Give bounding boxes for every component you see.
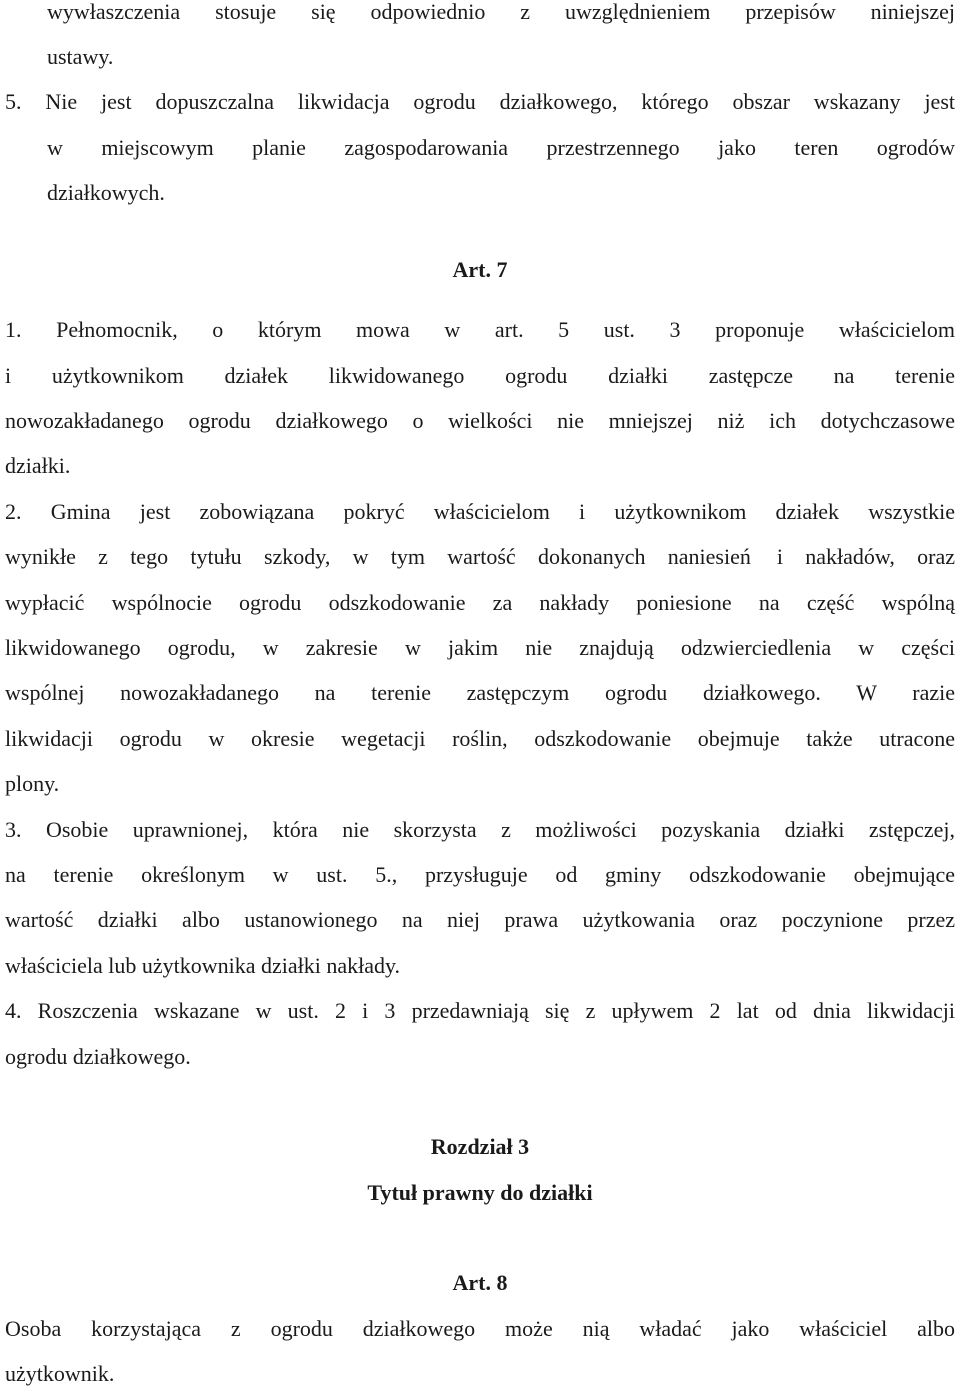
text-line: i użytkownikom działek likwidowanego ogrodu działki zastępcze na terenie: [5, 363, 955, 388]
text-line: ogrodu działkowego.: [5, 1044, 191, 1069]
text-line: ustawy.: [47, 44, 114, 69]
text-line: wspólnej nowozakładanego na terenie zastępczym ogrodu działkowego. W razie: [5, 680, 955, 705]
chapter-heading: Rozdział 3: [430, 1134, 530, 1159]
text-segment: wynikłe z tego tytułu szkody, w tym wartość dokonanych naniesień: [5, 544, 751, 569]
text-line: wywłaszczenia stosuje się odpowiednio z uwzględnieniem przepisów niniejszej: [47, 0, 955, 24]
text-line: działki.: [5, 453, 71, 478]
text-line: 3. Osobie uprawnionej, która nie skorzysta z możliwości pozyskania działki zstępczej,: [5, 817, 955, 842]
chapter-title: Tytuł prawny do działki: [367, 1180, 593, 1205]
text-line: nowozakładanego ogrodu działkowego o wielkości nie mniejszej niż ich dotychczasowe: [5, 408, 955, 433]
text-line: plony.: [5, 771, 60, 796]
text-line: likwidowanego ogrodu, w zakresie w jakim nie znajdują odzwierciedlenia w części: [5, 635, 955, 660]
text-line: 4. Roszczenia wskazane w ust. 2 i 3 przedawniają się z upływem 2 lat od dnia likwidacji: [5, 998, 955, 1023]
text-line: użytkownik.: [5, 1361, 115, 1386]
text-line: [5, 542, 955, 572]
text-line: 2. Gmina jest zobowiązana pokryć właścicielom i użytkownikom działek wszystkie: [5, 499, 955, 524]
text-line: wartość działki albo ustanowionego na niej prawa użytkowania oraz poczynione przez: [5, 907, 955, 932]
text-line: właściciela lub użytkownika działki nakłady.: [5, 953, 401, 978]
text-line: wypłacić wspólnocie ogrodu odszkodowanie za nakłady poniesione na część wspólną: [5, 590, 955, 615]
text-line: likwidacji ogrodu w okresie wegetacji roślin, odszkodowanie obejmuje także utracone: [5, 726, 955, 751]
text-line: Osoba korzystająca z ogrodu działkowego może nią władać jako właściciel albo: [5, 1316, 955, 1341]
article-heading: Art. 7: [452, 257, 508, 282]
text-line: na terenie określonym w ust. 5., przysługuje od gminy odszkodowanie obejmujące: [5, 862, 955, 887]
text-line: działkowych.: [47, 180, 165, 205]
article-heading: Art. 8: [452, 1270, 508, 1295]
text-line: 1. Pełnomocnik, o którym mowa w art. 5 ust. 3 proponuje właścicielom: [5, 317, 955, 342]
text-line: 5. Nie jest dopuszczalna likwidacja ogrodu działkowego, którego obszar wskazany jest: [5, 89, 955, 114]
text-segment: i nakładów, oraz: [776, 544, 955, 569]
text-line: w miejscowym planie zagospodarowania przestrzennego jako teren ogrodów: [47, 135, 955, 160]
